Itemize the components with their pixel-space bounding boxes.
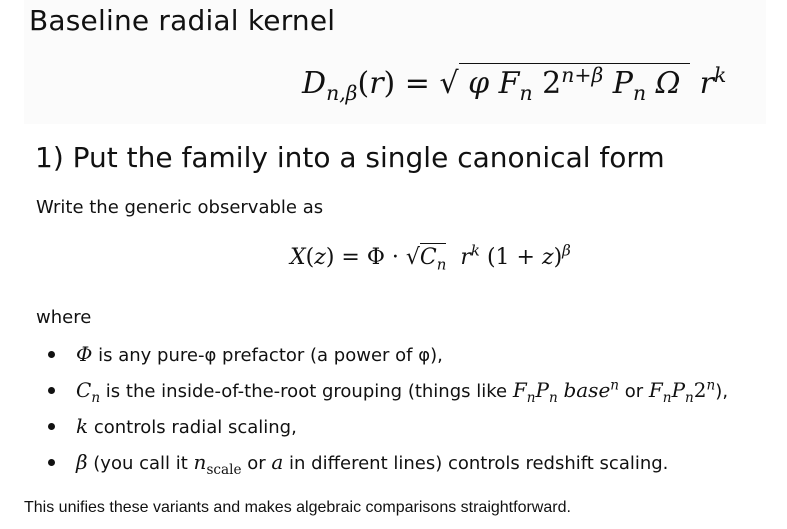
where-label: where (36, 307, 92, 328)
list-item: $C_n$ is the inside-of-the-root grouping (things like $F_nP_n$ base$^n$ or $F_nP_n2^n$), (48, 378, 728, 414)
list-item: β (you call it $n_{scale}$ or a in different lines) controls redshift scaling. (48, 450, 728, 486)
footer-note: This unifies these variants and makes algebraic comparisons straightforward. (24, 499, 571, 516)
section-title: Baseline radial kernel (29, 4, 336, 37)
list-item: k controls radial scaling, (48, 414, 728, 450)
step-heading: 1) Put the family into a single canonical form (35, 141, 665, 174)
definitions-list (48, 342, 728, 486)
kernel-formula: $D_{n,\beta}(r)$ = √ φ $F_n$ $2^{n+\beta}$ $P_n$ Ω $r^k$ (302, 63, 727, 105)
observable-formula: $X(z) = \Phi \cdot √C_n$ $r^k$ $(1 + z)^\beta$ (290, 241, 571, 274)
intro-text: Write the generic observable as (36, 197, 324, 218)
list-item: Φ is any pure-φ prefactor (a power of φ), (48, 342, 728, 378)
